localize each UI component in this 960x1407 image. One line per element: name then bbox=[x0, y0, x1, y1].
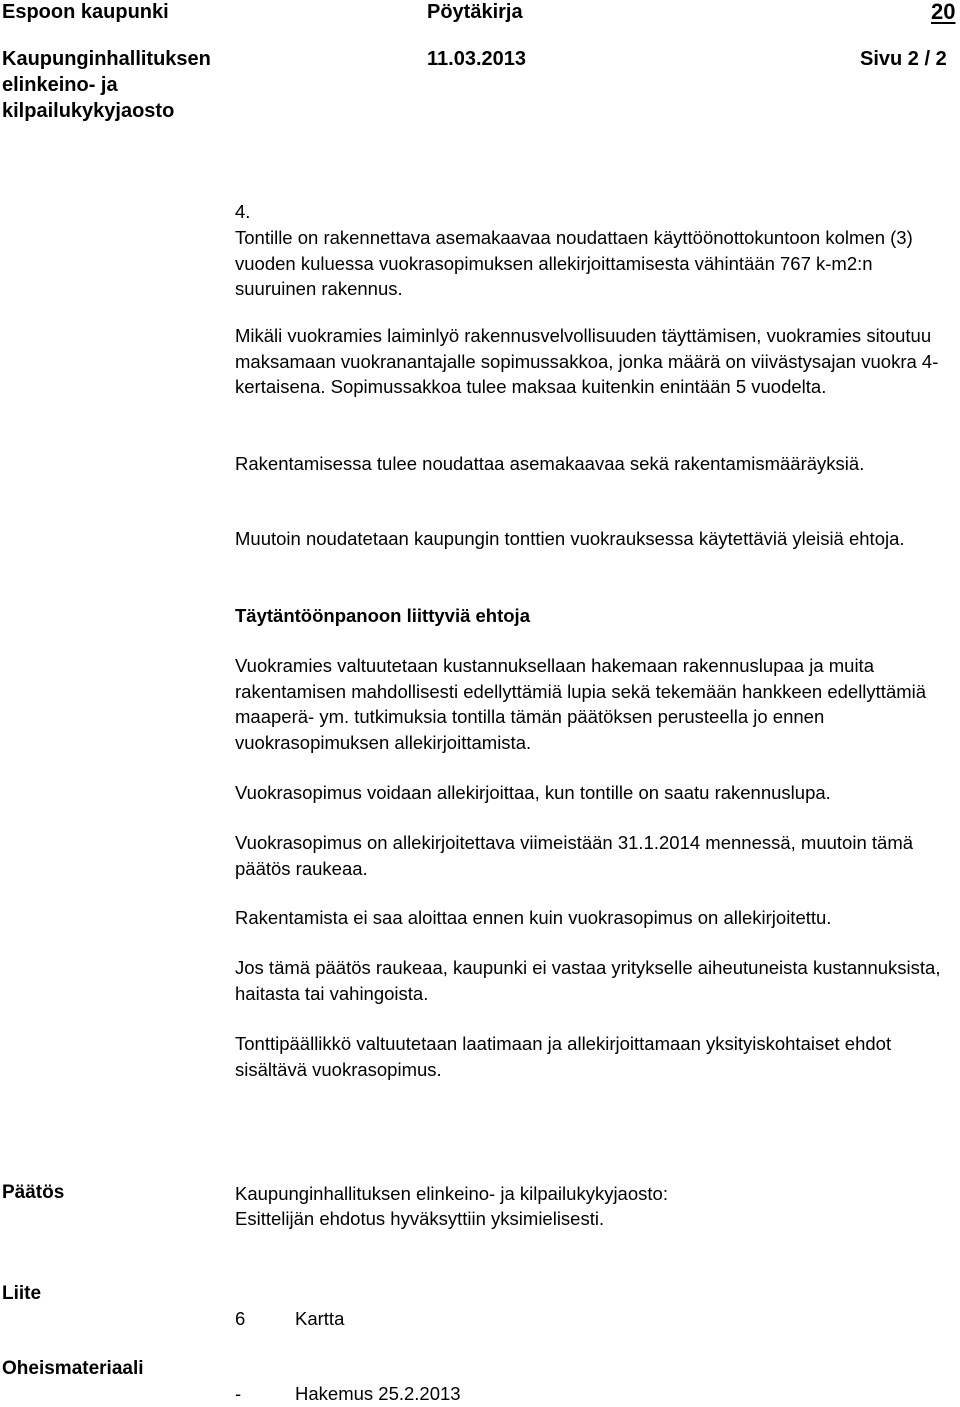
header-city: Espoon kaupunki bbox=[2, 1, 169, 23]
paragraph-5-block bbox=[235, 653, 955, 755]
paragraph-6-block bbox=[235, 780, 955, 806]
header-date: 11.03.2013 bbox=[427, 48, 526, 70]
decision-line-2: Esittelijän ehdotus hyväksyttiin yksimielisesti. bbox=[235, 1208, 605, 1229]
supplementary-bullet: - bbox=[235, 1383, 242, 1404]
paragraph-9: Jos tämä päätös raukeaa, kaupunki ei vastaa yritykselle aiheutuneista kustannuksista, haitasta tai vahingoista. bbox=[235, 957, 941, 1004]
attachment-name: Kartta bbox=[295, 1308, 345, 1329]
paragraph-10-block bbox=[235, 1031, 955, 1082]
decision-label: Päätös bbox=[2, 1182, 65, 1203]
paragraph-7-block bbox=[235, 830, 955, 881]
supplementary-label: Oheismateriaali bbox=[2, 1358, 144, 1379]
paragraph-6: Vuokrasopimus voidaan allekirjoittaa, kun tontille on saatu rakennuslupa. bbox=[235, 782, 831, 803]
supplementary-item: Hakemus 25.2.2013 bbox=[295, 1383, 461, 1404]
attachment-number: 6 bbox=[235, 1308, 246, 1329]
section-heading-block bbox=[235, 603, 955, 629]
item-label: 4. bbox=[235, 201, 251, 222]
section-heading: Täytäntöönpanoon liittyviä ehtoja bbox=[235, 605, 530, 626]
decision-line-1: Kaupunginhallituksen elinkeino- ja kilpailukykyjaosto: bbox=[235, 1183, 668, 1204]
paragraph-10: Tonttipäällikkö valtuutetaan laatimaan ja allekirjoittamaan yksityiskohtaiset ehdot sisältävä vuokrasopimus. bbox=[235, 1033, 892, 1080]
paragraph-1-block bbox=[235, 225, 955, 302]
header-item-number: 20 bbox=[931, 0, 956, 24]
paragraph-5: Vuokramies valtuutetaan kustannuksellaan hakemaan rakennuslupaa ja muita rakentamisen mahdollisesti edellyttämiä lupia sekä tekemään hankkeen edellyttämiä maaperä- ym. tutkimuksia tontilla tämän päätöksen perusteella jo ennen vuokrasopimuksen allekirjoittamista. bbox=[235, 655, 927, 753]
paragraph-7: Vuokrasopimus on allekirjoitettava viimeistään 31.1.2014 mennessä, muutoin tämä päätös raukeaa. bbox=[235, 832, 914, 879]
paragraph-8-block bbox=[235, 905, 955, 931]
paragraph-3: Rakentamisessa tulee noudattaa asemakaavaa sekä rakentamismääräyksiä. bbox=[235, 453, 865, 474]
paragraph-3-block bbox=[235, 451, 955, 477]
header-page: Sivu 2 / 2 bbox=[860, 48, 947, 70]
paragraph-8: Rakentamista ei saa aloittaa ennen kuin vuokrasopimus on allekirjoitettu. bbox=[235, 907, 832, 928]
header-body-line2: elinkeino- ja bbox=[2, 74, 118, 96]
paragraph-1: Tontille on rakennettava asemakaavaa noudattaen käyttöönottokuntoon kolmen (3) vuoden kuluessa vuokrasopimuksen allekirjoittamisesta vähintään 767 k-m2:n suuruinen rakennus. bbox=[235, 227, 913, 299]
header-doc-type: Pöytäkirja bbox=[427, 1, 523, 23]
paragraph-4: Muutoin noudatetaan kaupungin tonttien vuokrauksessa käytettäviä yleisiä ehtoja. bbox=[235, 528, 905, 549]
paragraph-2-block bbox=[235, 323, 955, 400]
paragraph-9-block bbox=[235, 955, 955, 1006]
paragraph-4-block bbox=[235, 526, 955, 552]
paragraph-2: Mikäli vuokramies laiminlyö rakennusvelvollisuuden täyttämisen, vuokramies sitoutuu maksamaan vuokranantajalle sopimussakkoa, jonka määrä on viivästysajan vuokra 4-kertaisena. Sopimussakkoa tulee maksaa kuitenkin enintään 5 vuodelta. bbox=[235, 325, 939, 397]
attachment-label: Liite bbox=[2, 1283, 42, 1304]
header-body-line1: Kaupunginhallituksen bbox=[2, 48, 211, 70]
body-item-label-block bbox=[235, 199, 955, 225]
header-body-line3: kilpailukykyjaosto bbox=[2, 100, 175, 122]
